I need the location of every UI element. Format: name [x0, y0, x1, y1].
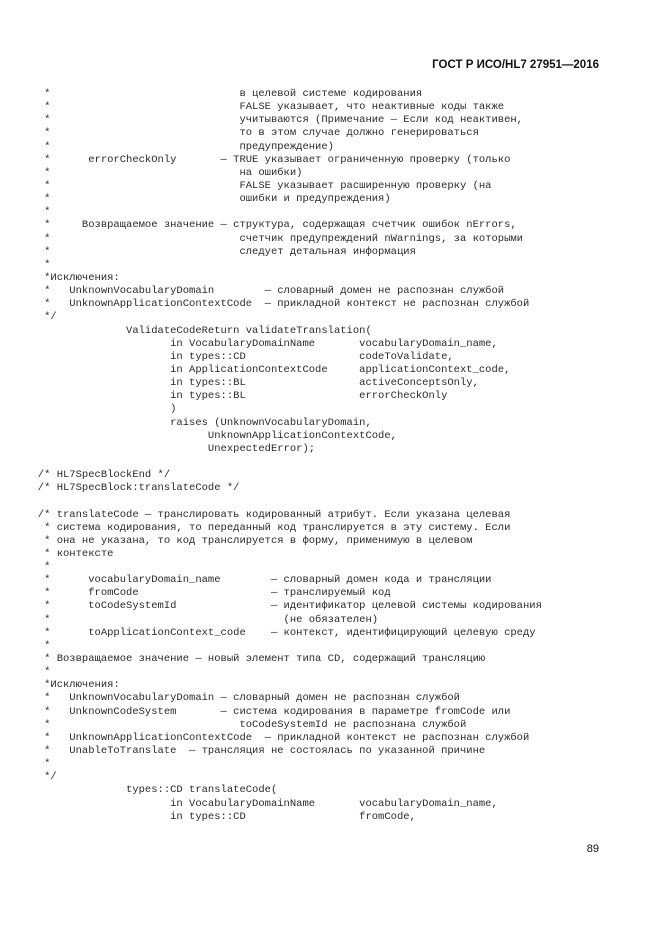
code-line: * FALSE указывает расширенную проверку (на	[0, 179, 492, 192]
code-line: * toCodeSystemId — идентификатор целевой системы кодирования	[0, 600, 542, 613]
code-line: in VocabularyDomainName vocabularyDomain_name,	[0, 797, 498, 810]
code-line: *Исключения:	[0, 271, 120, 284]
code-line: * то в этом случае должно генерироваться	[0, 127, 479, 140]
code-line: * UnknownApplicationContextCode — прикладной контекст не распознан службой	[0, 298, 530, 311]
code-line: * на ошибки)	[0, 166, 303, 179]
code-line: in types::CD codeToValidate,	[0, 350, 454, 363]
code-line: * контексте	[0, 547, 114, 560]
code-line: * UnableToTranslate — трансляция не состоялась по указанной причине	[0, 745, 486, 758]
code-line: * она не указана, то код транслируется в форму, применимую в целевом	[0, 534, 473, 547]
code-line: *	[0, 206, 51, 219]
code-line: * vocabularyDomain_name — словарный домен кода и трансляции	[0, 574, 492, 587]
code-line: *	[0, 639, 51, 652]
code-line: * (не обязателен)	[0, 613, 379, 626]
code-line	[0, 456, 542, 469]
code-line: *	[0, 258, 51, 271]
document-header: ГОСТ Р ИСО/HL7 27951—2016	[432, 59, 599, 71]
code-listing	[0, 88, 542, 824]
code-line: * FALSE указывает, что неактивные коды также	[0, 101, 505, 114]
code-line: * UnknownVocabularyDomain — словарный домен не распознан службой	[0, 285, 505, 298]
code-line: in types::CD fromCode,	[0, 810, 416, 823]
code-line: in VocabularyDomainName vocabularyDomain_name,	[0, 337, 498, 350]
code-line: * в целевой системе кодирования	[0, 88, 423, 100]
code-line: in types::BL activeConceptsOnly,	[0, 377, 479, 390]
code-line: * errorCheckOnly — TRUE указывает ограниченную проверку (только	[0, 153, 511, 166]
code-line: * счетчик предупреждений nWarnings, за которыми	[0, 232, 523, 245]
code-line: * toApplicationContext_code — контекст, идентифицирующий целевую среду	[0, 626, 536, 639]
code-line: in ApplicationContextCode applicationContext_code,	[0, 363, 511, 376]
code-line: /* HL7SpecBlock:translateCode */	[0, 482, 240, 495]
code-line: in types::BL errorCheckOnly	[0, 390, 448, 403]
code-line: * система кодирования, то переданный код транслируется в эту систему. Если	[0, 521, 511, 534]
code-line: * UnknownApplicationContextCode — прикладной контекст не распознан службой	[0, 731, 530, 744]
page-number: 89	[586, 843, 599, 855]
code-line: *	[0, 561, 51, 574]
code-line: * следует детальная информация	[0, 245, 416, 258]
code-line: * Возвращаемое значение — структура, содержащая счетчик ошибок nErrors,	[0, 219, 517, 232]
code-line	[0, 495, 542, 508]
code-line: types::CD translateCode(	[0, 784, 278, 797]
code-line: */	[0, 311, 57, 324]
code-line: * toCodeSystemId не распознана службой	[0, 718, 467, 731]
code-line: * UnknownCodeSystem — система кодирования в параметре fromCode или	[0, 705, 511, 718]
code-line: * предупреждение)	[0, 140, 334, 153]
code-line: * Возвращаемое значение — новый элемент типа CD, содержащий трансляцию	[0, 653, 486, 666]
code-line: * UnknownVocabularyDomain — словарный домен не распознан службой	[0, 692, 460, 705]
code-line: /* translateCode — транслировать кодированный атрибут. Если указана целевая	[0, 508, 511, 521]
code-line: *Исключения:	[0, 679, 120, 692]
code-line: *	[0, 758, 51, 771]
code-line: raises (UnknownVocabularyDomain,	[0, 416, 372, 429]
code-line: /* HL7SpecBlockEnd */	[0, 469, 171, 482]
code-line: )	[0, 403, 177, 416]
code-line: * учитываются (Примечание — Если код неактивен,	[0, 114, 523, 127]
code-line: * ошибки и предупреждения)	[0, 193, 391, 206]
code-line: UnexpectedError);	[0, 442, 316, 455]
code-line: * fromCode — транслируемый код	[0, 587, 391, 600]
code-line: UnknownApplicationContextCode,	[0, 429, 397, 442]
code-line: */	[0, 771, 57, 784]
code-line: *	[0, 666, 51, 679]
code-line: ValidateCodeReturn validateTranslation(	[0, 324, 372, 337]
